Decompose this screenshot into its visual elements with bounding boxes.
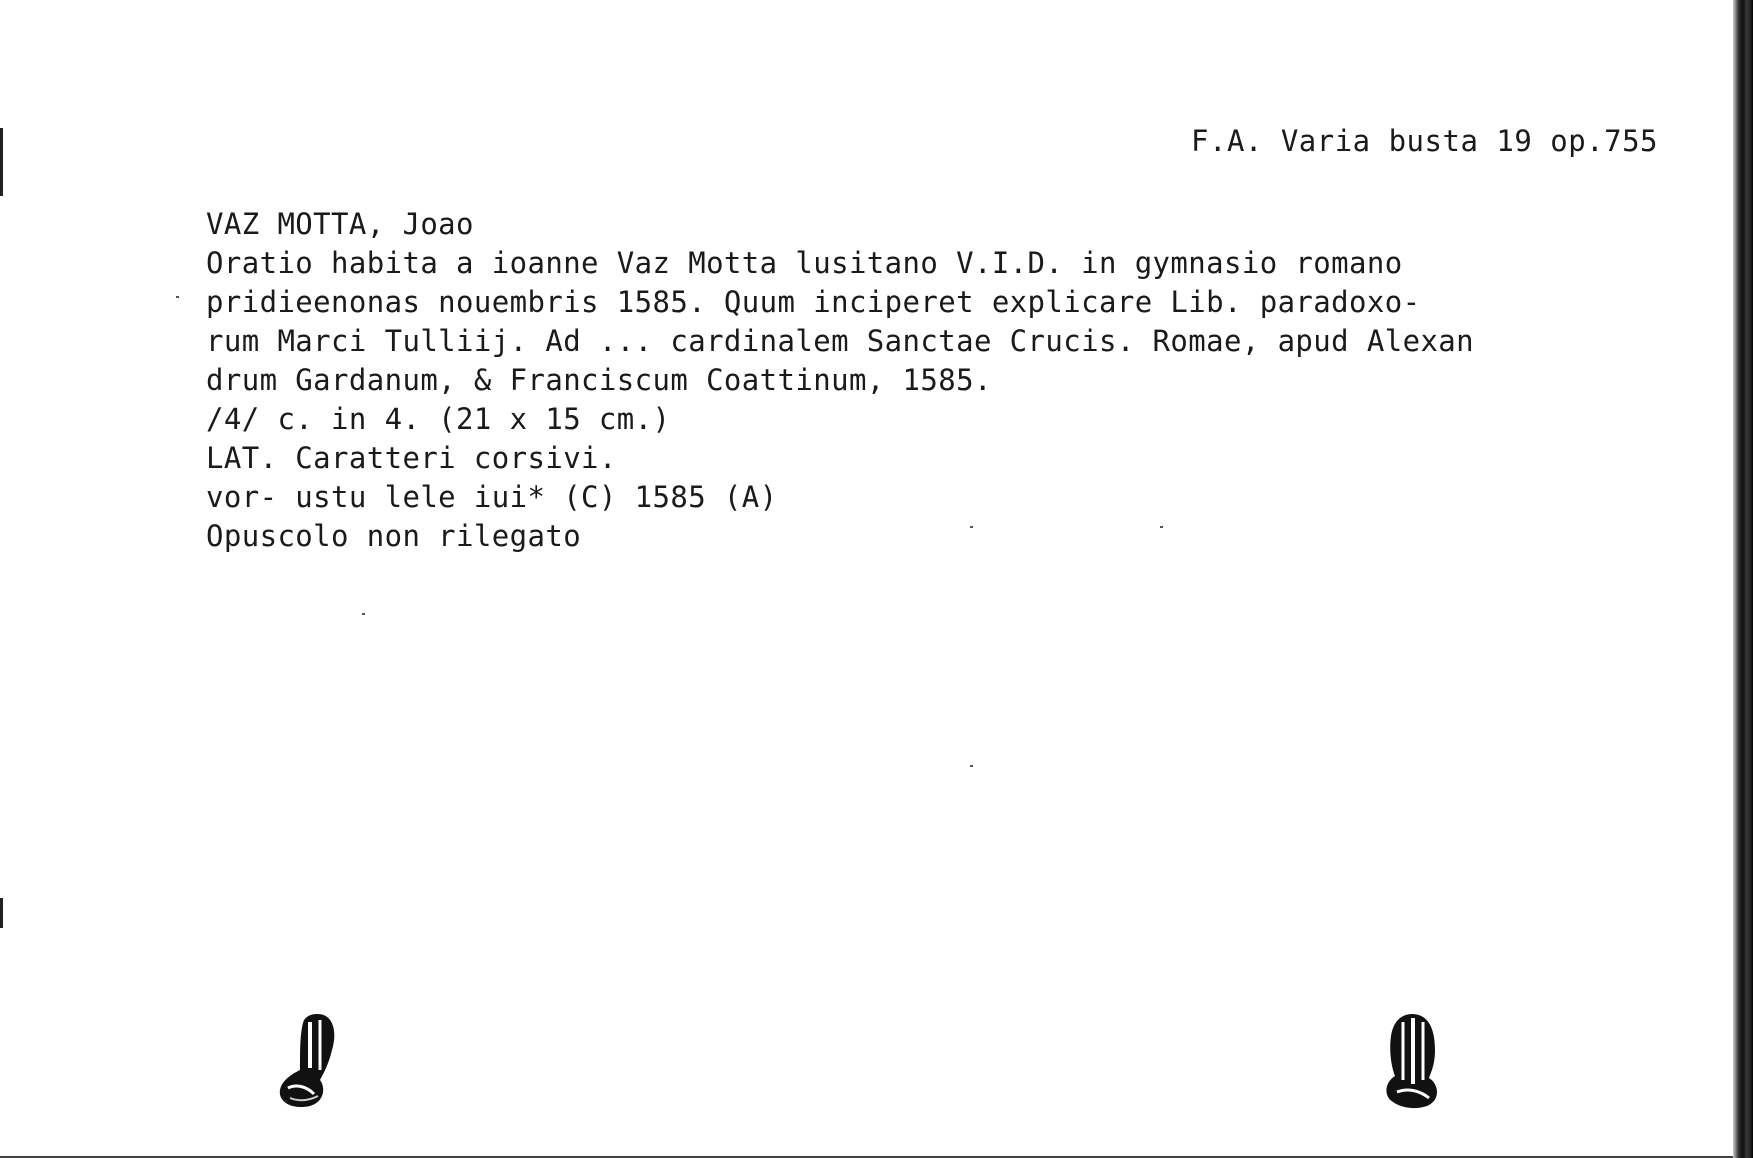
binder-hole-left: [270, 1010, 340, 1110]
title-line-2: pridieenonas nouembris 1585. Quum inciperet explicare Lib. paradoxo-: [206, 285, 1421, 319]
scan-speck: [176, 296, 179, 298]
shelfmark: F.A. Varia busta 19 op.755: [1191, 124, 1658, 158]
author-heading: VAZ MOTTA, Joao: [206, 207, 474, 241]
title-line-4: drum Gardanum, & Franciscum Coattinum, 1585.: [206, 363, 992, 397]
title-line-1: Oratio habita a ioanne Vaz Motta lusitano V.I.D. in gymnasio romano: [206, 246, 1403, 280]
binding-note: Opuscolo non rilegato: [206, 519, 582, 553]
left-edge-mark: [0, 128, 3, 196]
scan-speck: [362, 613, 365, 615]
physical-description: /4/ c. in 4. (21 x 15 cm.): [206, 402, 671, 436]
language-note: LAT. Caratteri corsivi.: [206, 441, 617, 475]
catalog-entry: [206, 205, 1474, 556]
binder-hole-right: [1377, 1010, 1447, 1110]
title-line-3: rum Marci Tulliij. Ad ... cardinalem Sanctae Crucis. Romae, apud Alexan: [206, 324, 1475, 358]
fingerprint-line: vor- ustu lele iui* (C) 1585 (A): [206, 480, 778, 514]
card-right-edge: [1733, 0, 1753, 1158]
left-edge-mark: [0, 898, 3, 928]
scan-speck: [970, 765, 973, 767]
scan-speck: [970, 526, 973, 528]
scan-speck: [1160, 526, 1163, 528]
